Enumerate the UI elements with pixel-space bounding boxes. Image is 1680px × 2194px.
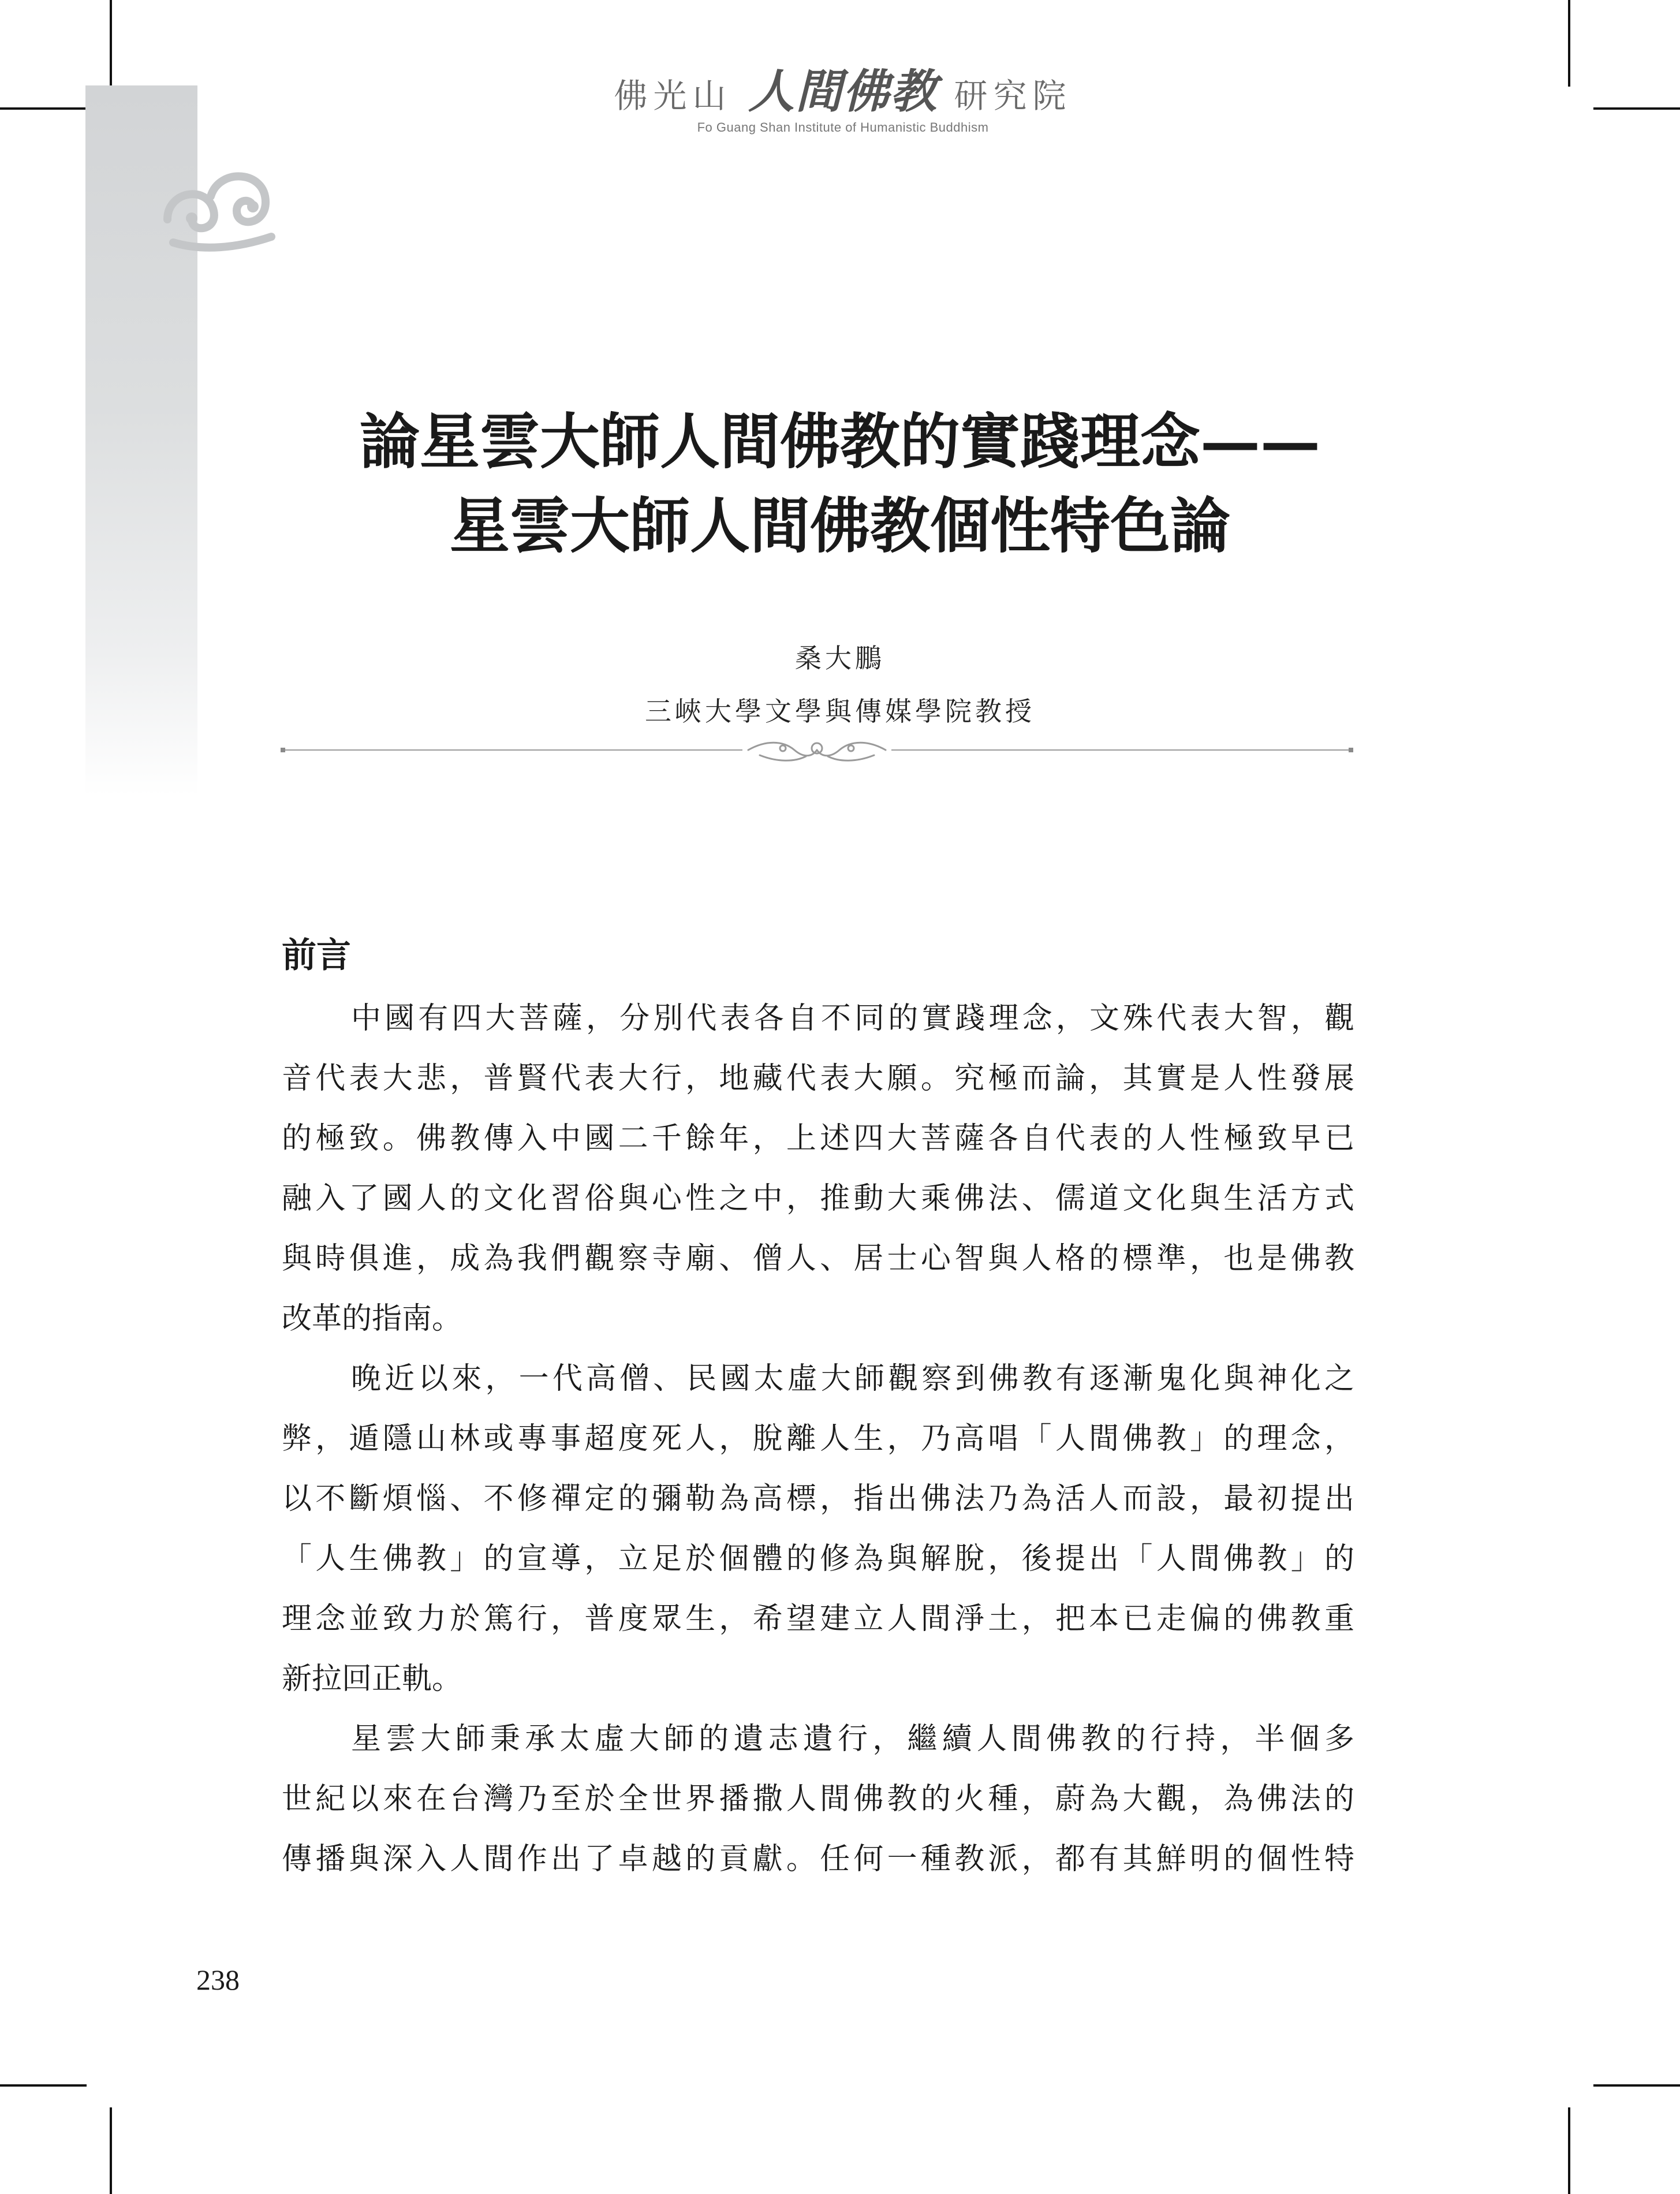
paragraph-line: 傳播與深入人間作出了卓越的貢獻。任何一種教派，都有其鮮明的個性特 xyxy=(282,1842,1354,1876)
cloud-ornament-icon xyxy=(156,156,283,260)
logo-main: 人間佛教 xyxy=(748,64,938,118)
crop-mark xyxy=(110,0,112,87)
paragraph-line: 新拉回正軌。 xyxy=(282,1662,462,1696)
paragraph-line: 理念並致力於篤行，普度眾生，希望建立人間淨土，把本已走偏的佛教重 xyxy=(282,1602,1354,1636)
ornamental-divider xyxy=(281,734,1353,769)
crop-mark xyxy=(1568,0,1570,87)
paragraph-line: 「人生佛教」的宣導，立足於個體的修為與解脫，後提出「人間佛教」的 xyxy=(282,1542,1354,1576)
paragraph-line: 以不斷煩惱、不修禪定的彌勒為高標，指出佛法乃為活人而設，最初提出 xyxy=(282,1482,1354,1516)
institute-logo xyxy=(612,64,1074,137)
paragraph-line: 世紀以來在台灣乃至於全世界播撒人間佛教的火種，蔚為大觀，為佛法的 xyxy=(282,1782,1354,1816)
section-heading: 前言 xyxy=(282,935,351,976)
logo-prefix: 佛光山 xyxy=(614,76,732,115)
crop-mark xyxy=(0,107,87,110)
paragraph-line: 的極致。佛教傳入中國二千餘年，上述四大菩薩各自代表的人性極致早已 xyxy=(282,1121,1354,1156)
crop-mark xyxy=(1593,107,1680,110)
paragraph-line: 弊，遁隱山林或專事超度死人，脫離人生，乃高唱「人間佛教」的理念， xyxy=(282,1421,1354,1456)
logo-suffix: 研究院 xyxy=(954,76,1072,115)
paragraph-line: 與時俱進，成為我們觀察寺廟、僧人、居士心智與人格的標準，也是佛教 xyxy=(282,1241,1354,1276)
logo-english-name: Fo Guang Shan Institute of Humanistic Buddhism xyxy=(697,120,989,135)
crop-mark xyxy=(110,2107,112,2194)
paragraph-line: 中國有四大菩薩，分別代表各自不同的實踐理念，文殊代表大智，觀 xyxy=(351,1001,1354,1036)
author-affiliation: 三峽大學文學與傳媒學院教授 xyxy=(645,696,1035,727)
title-line-1: 論星雲大師人間佛教的實踐理念—— xyxy=(359,406,1320,477)
title-line-2: 星雲大師人間佛教個性特色論 xyxy=(449,490,1230,561)
page-number: 238 xyxy=(196,1964,240,1996)
paragraph-line: 音代表大悲，普賢代表大行，地藏代表大願。究極而論，其實是人性發展 xyxy=(282,1061,1354,1096)
body-text xyxy=(282,988,1354,1889)
crop-mark xyxy=(1593,2084,1680,2087)
crop-mark xyxy=(1568,2107,1570,2194)
paragraph-line: 改革的指南。 xyxy=(282,1301,462,1336)
paragraph-line: 融入了國人的文化習俗與心性之中，推動大乘佛法、儒道文化與生活方式 xyxy=(282,1181,1354,1216)
paragraph-line: 晚近以來，一代高僧、民國太虛大師觀察到佛教有逐漸鬼化與神化之 xyxy=(351,1361,1354,1396)
paragraph-line: 星雲大師秉承太虛大師的遺志遺行，繼續人間佛教的行持，半個多 xyxy=(351,1722,1354,1756)
crop-mark xyxy=(0,2084,87,2087)
author-name: 桑大鵬 xyxy=(795,643,885,674)
